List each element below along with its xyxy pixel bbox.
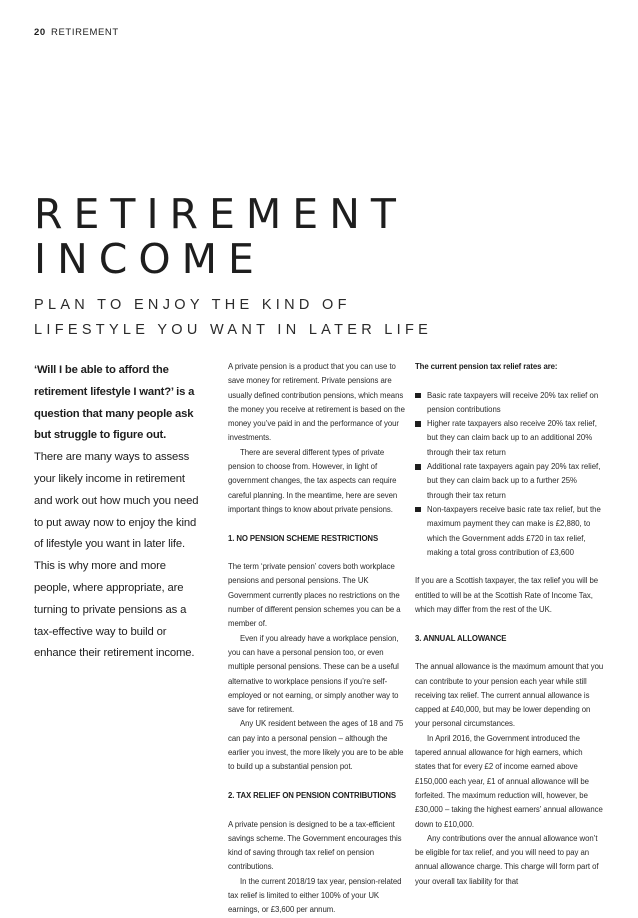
article-subtitle xyxy=(34,293,432,343)
article-title-line-1: RETIREMENT xyxy=(34,190,407,238)
list-item-text: Non-taxpayers receive basic rate tax relief, but the maximum payment they can make is £2,880, to which the Government adds £720 in tax relief, making a total gross contribution of £3,600 xyxy=(427,504,601,557)
section-heading: 3. ANNUAL ALLOWANCE xyxy=(415,633,507,643)
paragraph: There are several different types of private pension to choose from. However, in light of government changes, the tax aspects can require careful planning. In the meantime, here are seven important things to know about private pensions. xyxy=(228,447,398,514)
list-item xyxy=(415,460,605,503)
bullet-square-icon xyxy=(415,507,421,513)
article-title xyxy=(34,192,407,282)
paragraph: A private pension is designed to be a tax-efficient savings scheme. The Government encourages this kind of saving through tax relief on pension contributions. xyxy=(228,819,402,872)
intro-body: There are many ways to assess your likely income in retirement and work out how much you need to put away now to enjoy the kind of lifestyle you want in later life. This is why more and more people, where appropriate, are turning to private pensions as a tax-effective way to build or enhance their retirement income. xyxy=(34,451,199,660)
paragraph: The term ‘private pension’ covers both workplace pensions and personal pensions. The UK Government currently places no restrictions on the number of different pension schemes you can be a member of. xyxy=(228,562,401,629)
paragraph: The annual allowance is the maximum amount that you can contribute to your pension each year while still receiving tax relief. The current annual allowance is capped at £40,000, but may be lower depending on your personal circumstances. xyxy=(415,662,604,729)
paragraph: A private pension is a product that you can use to save money for retirement. Private pensions are usually defined contribution pensions, which means the money you receive at retirement is based on the money you’ve paid in and the performance of your investments. xyxy=(228,362,405,443)
section-heading: 1. NO PENSION SCHEME RESTRICTIONS xyxy=(228,533,379,543)
paragraph: Even if you already have a workplace pension, you can have a personal pension too, or even multiple personal pensions. These can be a useful alternative to workplace pensions if you’re self-employed or not earning, or simply another way to save for retirement. xyxy=(228,633,399,715)
paragraph: Any UK resident between the ages of 18 and 75 can pay into a personal pension – although the earlier you invest, the more likely you are to be able to build up a substantial pension pot. xyxy=(228,719,404,772)
section-label: RETIREMENT xyxy=(51,27,119,38)
list-item xyxy=(415,389,605,418)
article-subtitle-line-2: LIFESTYLE YOU WANT IN LATER LIFE xyxy=(34,322,433,338)
body-column-2 xyxy=(228,360,410,918)
list-item xyxy=(415,503,605,560)
page-number: 20 xyxy=(34,27,46,38)
bullet-list xyxy=(415,389,605,561)
section-heading: The current pension tax relief rates are: xyxy=(415,362,558,371)
paragraph: In April 2016, the Government introduced the tapered annual allowance for high earners, which states that for every £2 of income earned above £150,000 each year, £1 of annual allowance will be forfeited. The maximum reduction will, however, be £30,000 – taking the highest earners’ annual allowance down to £10,000. xyxy=(415,733,603,829)
page-header xyxy=(34,27,119,38)
intro-column xyxy=(34,360,204,665)
bullet-square-icon xyxy=(415,464,421,470)
list-item-text: Higher rate taxpayers also receive 20% tax relief, but they can claim back up to an additional 20% through their tax return xyxy=(427,419,597,457)
article-subtitle-line-1: PLAN TO ENJOY THE KIND OF xyxy=(34,297,351,313)
paragraph: If you are a Scottish taxpayer, the tax relief you will be entitled to will be at the Scottish Rate of Income Tax, which may differ from the rest of the UK. xyxy=(415,576,599,615)
list-item-text: Additional rate taxpayers again pay 20% tax relief, but they can claim back up to a further 25% through their tax return xyxy=(427,462,601,500)
section-heading: 2. TAX RELIEF ON PENSION CONTRIBUTIONS xyxy=(228,790,397,800)
paragraph: Any contributions over the annual allowance won’t be eligible for tax relief, and you will need to pay an annual allowance charge. This charge will form part of your overall tax liability for that xyxy=(415,833,599,886)
bullet-square-icon xyxy=(415,393,421,399)
bullet-square-icon xyxy=(415,421,421,427)
paragraph: In the current 2018/19 tax year, pension-related tax relief is limited to either 100% of your UK earnings, or £3,600 per annum. xyxy=(228,876,402,915)
intro-lead: ‘Will I be able to afford the retirement lifestyle I want?’ is a question that many people ask but struggle to figure out. xyxy=(34,364,195,442)
list-item xyxy=(415,417,605,460)
article-title-line-2: INCOME xyxy=(34,235,265,283)
list-item-text: Basic rate taxpayers will receive 20% tax relief on pension contributions xyxy=(427,390,599,414)
body-column-3 xyxy=(415,360,605,889)
